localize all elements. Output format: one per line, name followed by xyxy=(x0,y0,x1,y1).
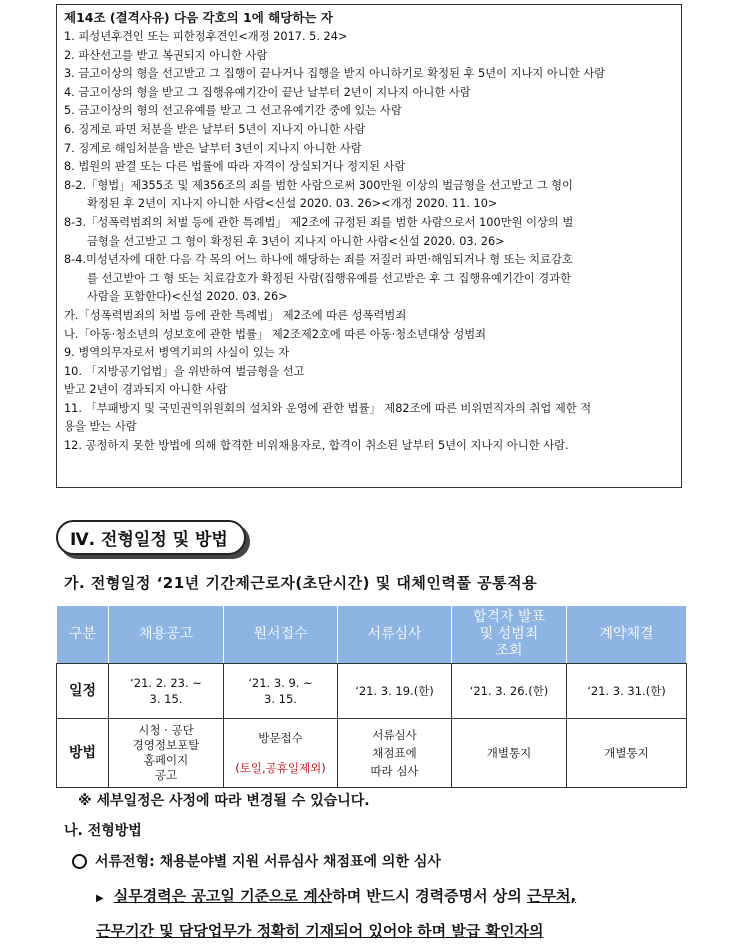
disqualification-line: 2. 파산선고를 받고 복권되지 아니한 사람 xyxy=(64,48,268,62)
disqualification-line: 확정된 후 2년이 지나지 아니한 사람<신설 2020. 03. 26><개정 2020. 11. 10> xyxy=(87,197,498,211)
row-label: 방법 xyxy=(57,719,109,788)
para-underlined-2: 근무처, xyxy=(527,887,577,905)
schedule-heading: 가. 전형일정 ‘21년 기간제근로자(초단시간) 및 대체인력풀 공통적용 xyxy=(64,574,538,592)
header-cell: 서류심사 xyxy=(338,606,452,664)
table-cell: 서류심사 채점표에 따라 심사 xyxy=(338,719,452,788)
disqualification-line: 3. 금고이상의 형을 선고받고 그 집행이 끝나거나 집행을 받지 아니하기로 확정된 후 5년이 지나지 아니한 사람 xyxy=(64,67,606,81)
method-item-text: 서류전형: 채용분야별 지원 서류심사 채점표에 의한 심사 xyxy=(95,854,441,870)
disqualification-line: 8-3.「성폭력범죄의 처벌 등에 관한 특례법」 제2조에 규정된 죄를 범한 사람으로서 100만원 이상의 벌 xyxy=(64,215,574,229)
disqualification-line: 를 선고받아 그 형 또는 치료감호가 확정된 사람(집행유예를 선고받은 후 그 집행유예기간이 경과한 xyxy=(87,271,572,285)
disqualification-line: 12. 공정하지 못한 방법에 의해 합격한 비위채용자로, 합격이 취소된 날부터 5년이 지나지 아니한 사람. xyxy=(64,439,569,453)
row-label: 일정 xyxy=(57,664,109,719)
table-cell: 개별통지 xyxy=(567,719,687,788)
disqualification-line: 4. 금고이상의 형을 받고 그 집행유예기간이 끝난 날부터 2년이 지나지 아니한 사람 xyxy=(64,85,471,99)
disqualification-line: 받고 2년이 경과되지 아니한 사람 xyxy=(64,383,228,397)
table-row xyxy=(57,719,687,788)
weekend-exclusion-note: (토일,공휴일제외) xyxy=(235,761,326,775)
para-underlined-1: 실무경력은 공고일 기준으로 계산 xyxy=(113,887,333,905)
circle-bullet-icon xyxy=(72,854,87,869)
table-row xyxy=(57,664,687,719)
para-line-2: 근무기간 및 담당업무가 정확히 기재되어 있어야 하며 발급 확인자의 xyxy=(96,922,544,940)
schedule-note: ※ 세부일정은 사정에 따라 변경될 수 있습니다. xyxy=(78,793,370,809)
method-item xyxy=(72,851,441,871)
section-header xyxy=(56,520,246,555)
header-cell: 계약체결 xyxy=(567,606,687,664)
header-cell: 합격자 발표 및 성범죄 조회 xyxy=(452,606,567,664)
disqualification-title: 제14조 (결격사유) 다음 각호의 1에 해당하는 자 xyxy=(64,10,333,25)
disqualification-line: 10. 「지방공기업법」을 위반하여 벌금형을 선고 xyxy=(64,364,305,378)
schedule-table xyxy=(56,605,687,788)
table-cell xyxy=(224,719,338,788)
para-plain-1: 하며 반드시 경력증명서 상의 xyxy=(332,887,528,905)
disqualification-line: 6. 징계로 파면 처분을 받은 날부터 5년이 지나지 아니한 사람 xyxy=(64,122,366,136)
triangle-bullet-icon: ▶ xyxy=(96,893,104,904)
table-header-row xyxy=(57,606,687,664)
disqualification-line: 9. 병역의무자로서 병역기피의 사실이 있는 자 xyxy=(64,346,290,360)
table-cell: ‘21. 3. 26.(한) xyxy=(452,664,567,719)
disqualification-line: 나.「아동·청소년의 성보호에 관한 법률」 제2조제2호에 따른 아동·청소년대상 성범죄 xyxy=(64,327,487,341)
disqualification-line: 5. 금고이상의 형의 선고유예를 받고 그 선고유예기간 중에 있는 사람 xyxy=(64,104,402,118)
method-heading: 나. 전형방법 xyxy=(64,823,142,839)
table-cell: 개별통지 xyxy=(452,719,567,788)
table-cell: ‘21. 3. 31.(한) xyxy=(567,664,687,719)
table-cell: ‘21. 3. 9. ~ 3. 15. xyxy=(224,664,338,719)
disqualification-line: 8-2.「형법」제355조 및 제356조의 죄를 범한 사람으로써 300만원 이상의 벌금형을 선고받고 그 형이 xyxy=(64,178,573,192)
disqualification-box xyxy=(56,4,682,488)
disqualification-list xyxy=(64,28,674,456)
disqualification-line: 가.「성폭력범죄의 처벌 등에 관한 특례법」 제2조에 따른 성폭력범죄 xyxy=(64,308,407,322)
experience-paragraph xyxy=(96,880,696,947)
table-cell: ‘21. 2. 23. ~ 3. 15. xyxy=(109,664,224,719)
visit-application: 방문접수 xyxy=(258,731,303,745)
table-cell: ‘21. 3. 19.(한) xyxy=(338,664,452,719)
disqualification-line: 1. 피성년후견인 또는 피한정후견인<개정 2017. 5. 24> xyxy=(64,30,348,43)
disqualification-line: 용을 받는 사람 xyxy=(64,420,137,434)
header-cell: 구분 xyxy=(57,606,109,664)
disqualification-line: 사람을 포함한다)<신설 2020. 03. 26> xyxy=(87,290,288,304)
header-cell: 채용공고 xyxy=(109,606,224,664)
section-title: Ⅳ. 전형일정 및 방법 xyxy=(56,520,246,555)
disqualification-line: 11. 「부패방지 및 국민권익위원회의 설치와 운영에 관한 법률」 제82조에 따른 비위면직자의 취업 제한 적 xyxy=(64,401,592,415)
table-cell: 시청 · 공단 경영정보포탈 홈페이지 공고 xyxy=(109,719,224,788)
disqualification-line: 8-4.미성년자에 대한 다음 각 목의 어느 하나에 해당하는 죄를 저질러 파면·해임되거나 형 또는 치료감호 xyxy=(64,253,573,267)
header-cell: 원서접수 xyxy=(224,606,338,664)
disqualification-line: 8. 법원의 판결 또는 다른 법률에 따라 자격이 상실되거나 정지된 사람 xyxy=(64,160,406,174)
disqualification-line: 7. 징계로 해임처분을 받은 날부터 3년이 지나지 아니한 사람 xyxy=(64,141,362,155)
disqualification-line: 금형을 선고받고 그 형이 확정된 후 3년이 지나지 아니한 사람<신설 2020. 03. 26> xyxy=(87,234,505,248)
